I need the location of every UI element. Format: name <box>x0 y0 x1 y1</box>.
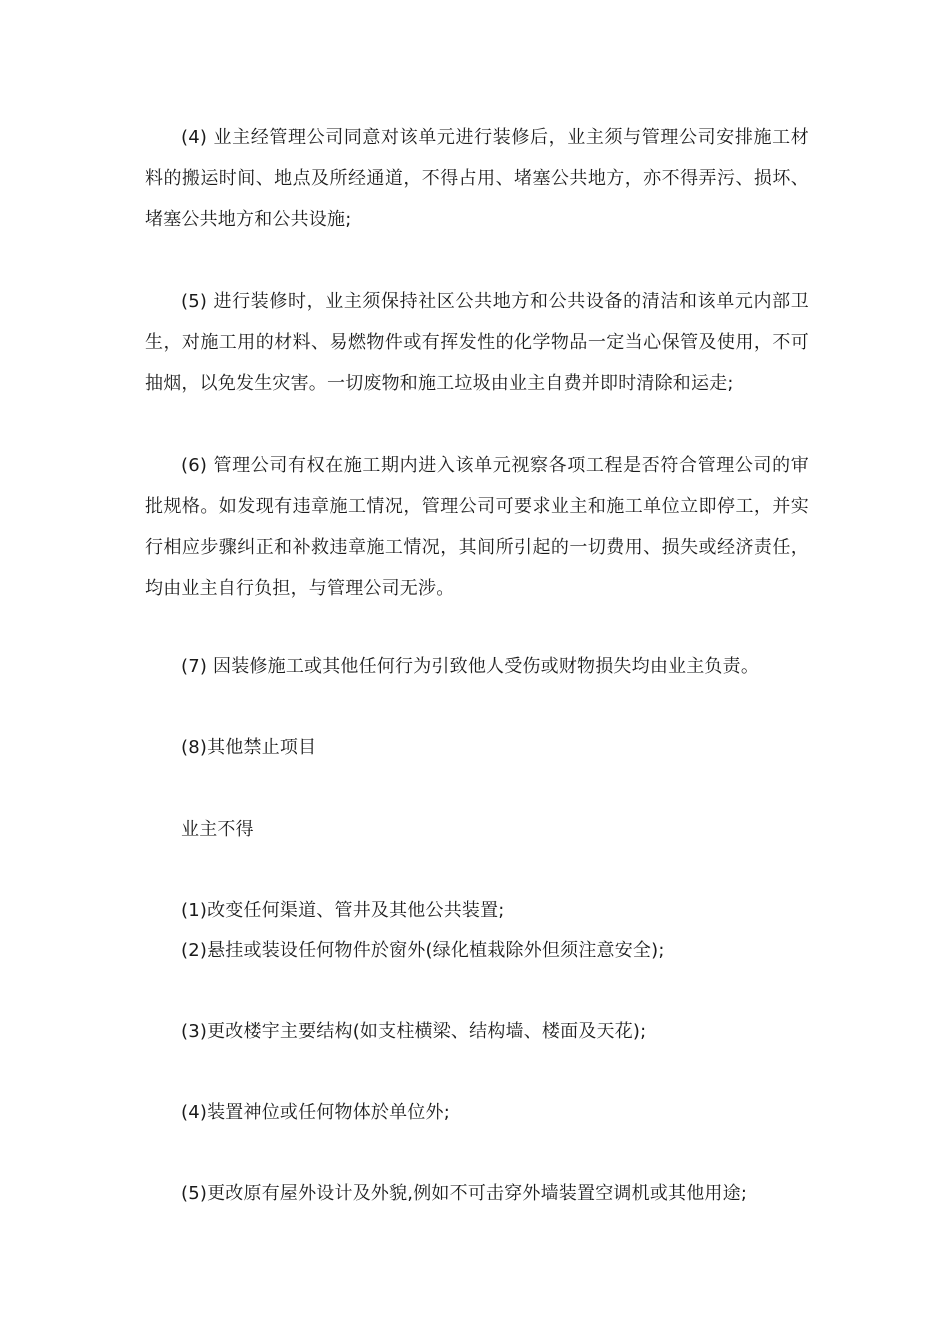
prohibited-item-3: (3)更改楼宇主要结构(如支柱横梁、结构墙、楼面及天花); <box>181 1021 647 1042</box>
paragraph-7: (7) 因装修施工或其他任何行为引致他人受伤或财物损失均由业主负责。 <box>181 656 760 677</box>
prohibited-item-2: (2)悬挂或装设任何物件於窗外(绿化植栽除外但须注意安全); <box>181 940 665 961</box>
paragraph-6: (6) 管理公司有权在施工期内进入该单元视察各项工程是否符合管理公司的审批规格。如发现有违章施工情况，管理公司可要求业主和施工单位立即停工，并实行相应步骤纠正和补救违章施工情况，其间所引起的一切费用、损失或经济责任，均由业主自行负担，与管理公司无涉。 <box>145 455 809 599</box>
prohibited-item-1: (1)改变任何渠道、管井及其他公共装置; <box>181 900 505 921</box>
paragraph-4: (4) 业主经管理公司同意对该单元进行装修后，业主须与管理公司安排施工材料的搬运时间、地点及所经通道，不得占用、堵塞公共地方，亦不得弄污、损坏、堵塞公共地方和公共设施; <box>145 127 809 230</box>
prohibited-item-4: (4)装置神位或任何物体於单位外; <box>181 1102 450 1123</box>
paragraph-5: (5) 进行装修时，业主须保持社区公共地方和公共设备的清洁和该单元内部卫生，对施工用的材料、易燃物件或有挥发性的化学物品一定当心保管及使用，不可抽烟，以免发生灾害。一切废物和施工垃圾由业主自费并即时清除和运走; <box>145 291 809 394</box>
prohibited-item-5: (5)更改原有屋外设计及外貌,例如不可击穿外墙装置空调机或其他用途; <box>181 1183 748 1204</box>
paragraph-8-heading: (8)其他禁止项目 <box>181 737 317 758</box>
owner-not-heading: 业主不得 <box>181 819 254 840</box>
